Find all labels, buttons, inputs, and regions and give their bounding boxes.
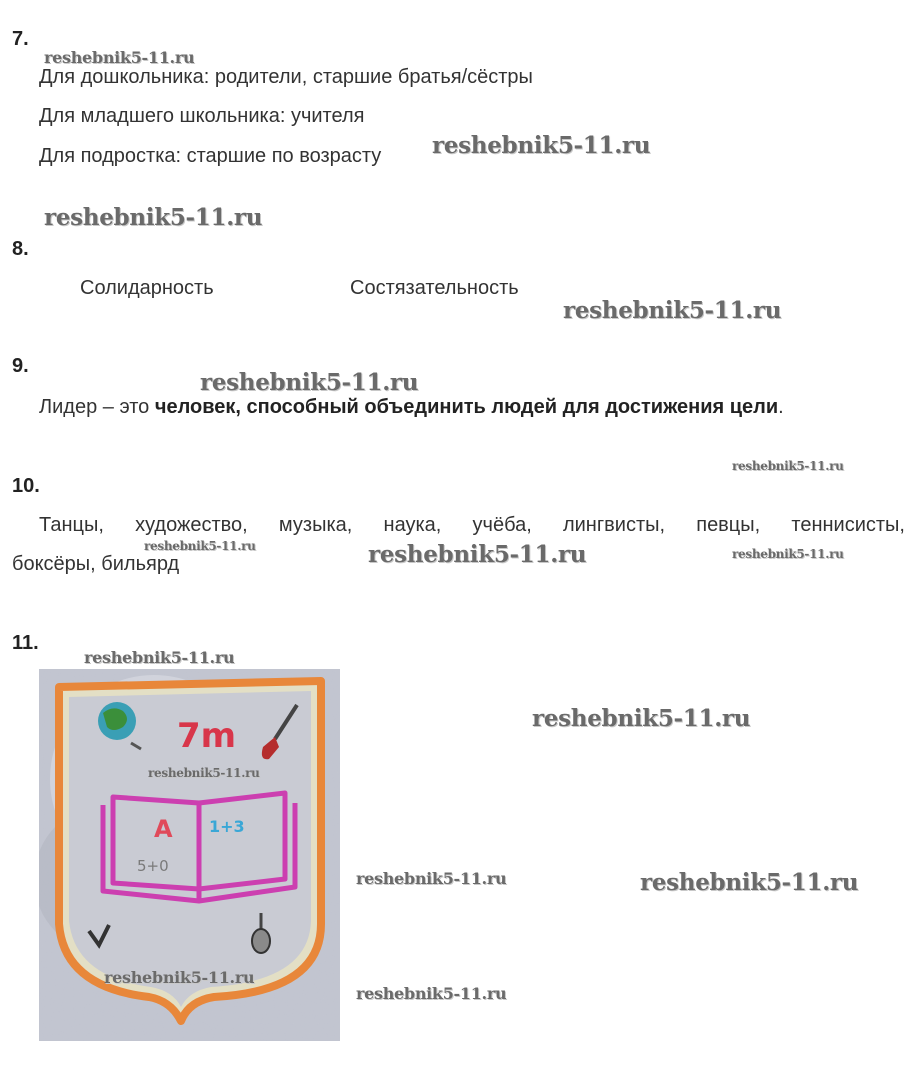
- watermark: reshebnik5-11.ru: [84, 648, 235, 667]
- q8-solidarity: Солидарность: [80, 277, 214, 299]
- question-10-number: 10.: [12, 475, 40, 497]
- book-mark-sum: 1+3: [209, 817, 245, 836]
- q7-line-junior: Для младшего школьника: учителя: [39, 105, 365, 127]
- watermark: reshebnik5-11.ru: [44, 204, 263, 231]
- q7-line-teen: Для подростка: старшие по возрасту: [39, 145, 382, 167]
- watermark: reshebnik5-11.ru: [532, 705, 751, 732]
- book-mark-equation: 5+0: [137, 857, 169, 875]
- watermark: reshebnik5-11.ru: [732, 459, 844, 473]
- watermark: reshebnik5-11.ru: [432, 132, 651, 159]
- q9-prefix: Лидер – это: [39, 396, 155, 418]
- q7-line-preschooler: Для дошкольника: родители, старшие братья/сёстры: [39, 66, 533, 88]
- watermark: reshebnik5-11.ru: [368, 541, 587, 568]
- question-7-number: 7.: [12, 28, 29, 50]
- watermark: reshebnik5-11.ru: [148, 766, 260, 780]
- q9-definition: [39, 396, 784, 419]
- watermark: reshebnik5-11.ru: [104, 968, 255, 987]
- q10-line-1: Танцы, художество, музыка, наука, учёба, лингвисты, певцы, теннисисты,: [39, 514, 905, 536]
- q10-line-2: боксёры, бильярд: [12, 553, 180, 575]
- watermark: reshebnik5-11.ru: [144, 539, 256, 553]
- watermark: reshebnik5-11.ru: [44, 48, 195, 67]
- watermark: reshebnik5-11.ru: [200, 369, 419, 396]
- watermark: reshebnik5-11.ru: [356, 869, 507, 888]
- question-8-number: 8.: [12, 238, 29, 260]
- class-mark-7m: 7m: [177, 716, 237, 756]
- book-mark-letter: А: [154, 815, 173, 843]
- watermark: reshebnik5-11.ru: [640, 869, 859, 896]
- watermark: reshebnik5-11.ru: [563, 297, 782, 324]
- q9-bold-answer: человек, способный объединить людей для достижения цели: [154, 396, 779, 418]
- watermark: reshebnik5-11.ru: [356, 984, 507, 1003]
- watermark: reshebnik5-11.ru: [732, 547, 844, 561]
- q8-competitiveness: Состязательность: [350, 277, 519, 299]
- question-9-number: 9.: [12, 355, 29, 377]
- question-11-number: 11.: [12, 632, 39, 654]
- q9-suffix: .: [778, 396, 784, 418]
